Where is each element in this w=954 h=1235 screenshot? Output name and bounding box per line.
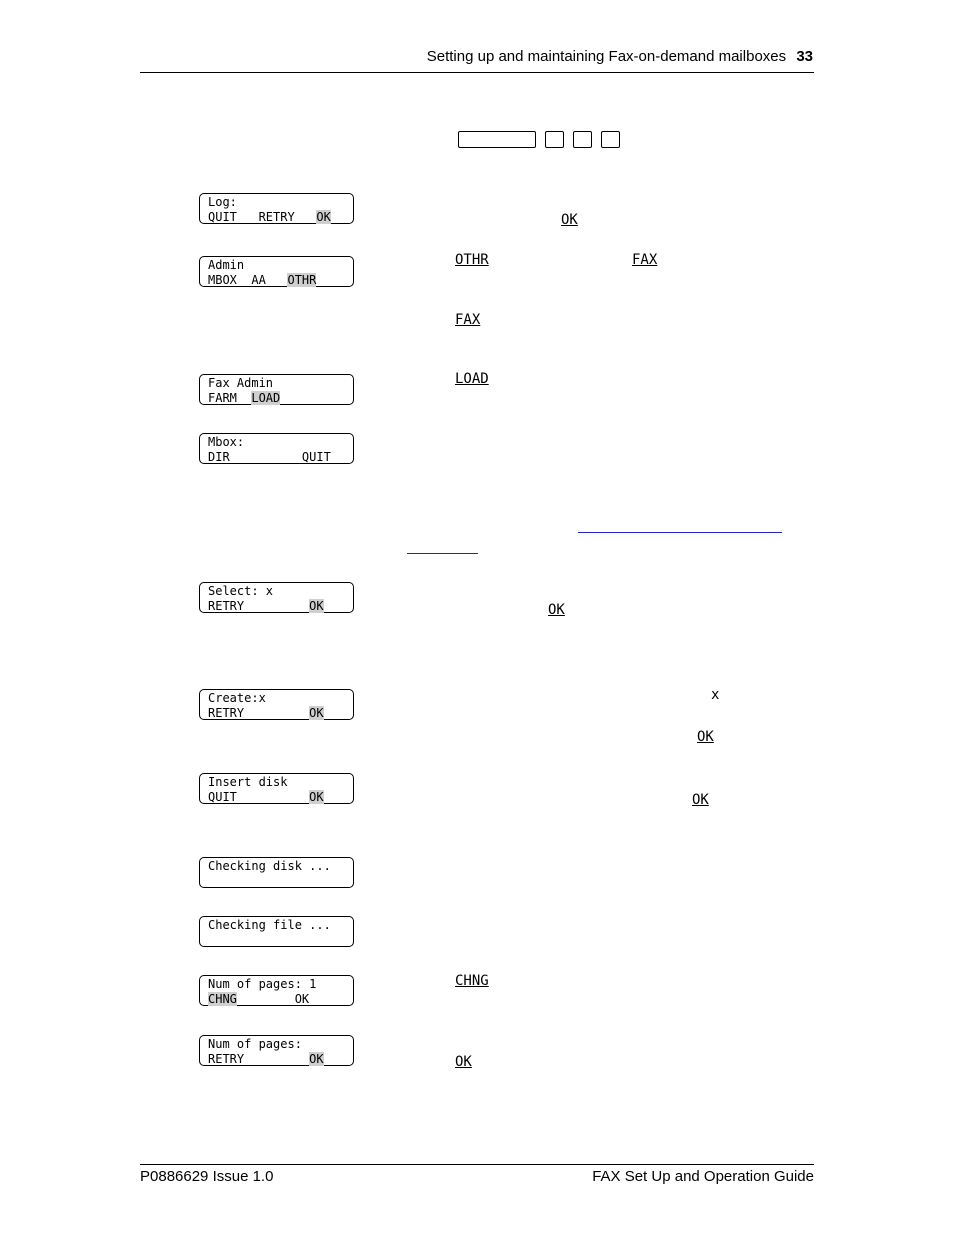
cross-reference-link[interactable] [407, 553, 478, 554]
highlighted-softkey: CHNG [208, 992, 237, 1006]
display-line: Fax Admin [208, 376, 274, 390]
page-number: 33 [796, 48, 813, 65]
display-line: Select: x [208, 584, 274, 598]
display-insert-disk [199, 773, 354, 804]
doc-title: FAX Set Up and Operation Guide [592, 1168, 814, 1185]
display-line: RETRY OK [208, 706, 324, 720]
highlighted-softkey: OK [309, 790, 324, 804]
display-line: Create:x [208, 691, 266, 705]
display-line: Mbox: [208, 435, 245, 449]
display-line: Num of pages: [208, 1037, 302, 1051]
highlighted-softkey: OK [316, 210, 331, 224]
display-line: RETRY OK [208, 599, 324, 613]
softkey-ok: OK [455, 1054, 472, 1070]
page-header [427, 48, 813, 65]
display-line: Checking disk ... [208, 859, 331, 873]
softkey-ok: OK [548, 602, 565, 618]
softkey-ok: OK [692, 792, 709, 808]
display-line: QUIT RETRY OK [208, 210, 331, 224]
highlighted-softkey: OK [309, 599, 324, 613]
display-fax-admin [199, 374, 354, 405]
header-rule [140, 72, 814, 73]
softkey-ok: OK [561, 212, 578, 228]
doc-id: P0886629 Issue 1.0 [140, 1168, 274, 1185]
display-num-pages-1 [199, 975, 354, 1006]
dial-key-icon [601, 131, 620, 148]
highlighted-softkey: OK [309, 706, 324, 720]
display-mbox [199, 433, 354, 464]
dial-key-icon [545, 131, 564, 148]
softkey-othr: OTHR [455, 252, 489, 268]
dial-key-icon [573, 131, 592, 148]
display-line: FARM LOAD [208, 391, 281, 405]
display-checking-file [199, 916, 354, 947]
display-line: DIR QUIT [208, 450, 331, 464]
display-log [199, 193, 354, 224]
variable-x: x [711, 687, 720, 703]
softkey-load: LOAD [455, 371, 489, 387]
feature-key-icon [458, 131, 536, 148]
section-title: Setting up and maintaining Fax-on-demand mailboxes [426, 48, 787, 65]
display-line: RETRY OK [208, 1052, 324, 1066]
display-num-pages-2 [199, 1035, 354, 1066]
highlighted-softkey: OK [309, 1052, 324, 1066]
softkey-fax: FAX [455, 312, 481, 328]
display-line: Num of pages: 1 [208, 977, 317, 991]
highlighted-softkey: LOAD [251, 391, 281, 405]
display-line: Log: [208, 195, 237, 209]
display-line: MBOX AA OTHR [208, 273, 317, 287]
display-line: CHNG OK [208, 992, 310, 1006]
display-create [199, 689, 354, 720]
display-line: Admin [208, 258, 245, 272]
display-line: Checking file ... [208, 918, 331, 932]
softkey-chng: CHNG [455, 973, 489, 989]
display-admin [199, 256, 354, 287]
softkey-ok: OK [697, 729, 714, 745]
cross-reference-link[interactable] [578, 532, 782, 533]
display-line: Insert disk [208, 775, 288, 789]
highlighted-softkey: OTHR [287, 273, 317, 287]
footer-rule [140, 1164, 814, 1165]
display-select [199, 582, 354, 613]
softkey-fax: FAX [632, 252, 658, 268]
display-checking-disk [199, 857, 354, 888]
display-line: QUIT OK [208, 790, 324, 804]
